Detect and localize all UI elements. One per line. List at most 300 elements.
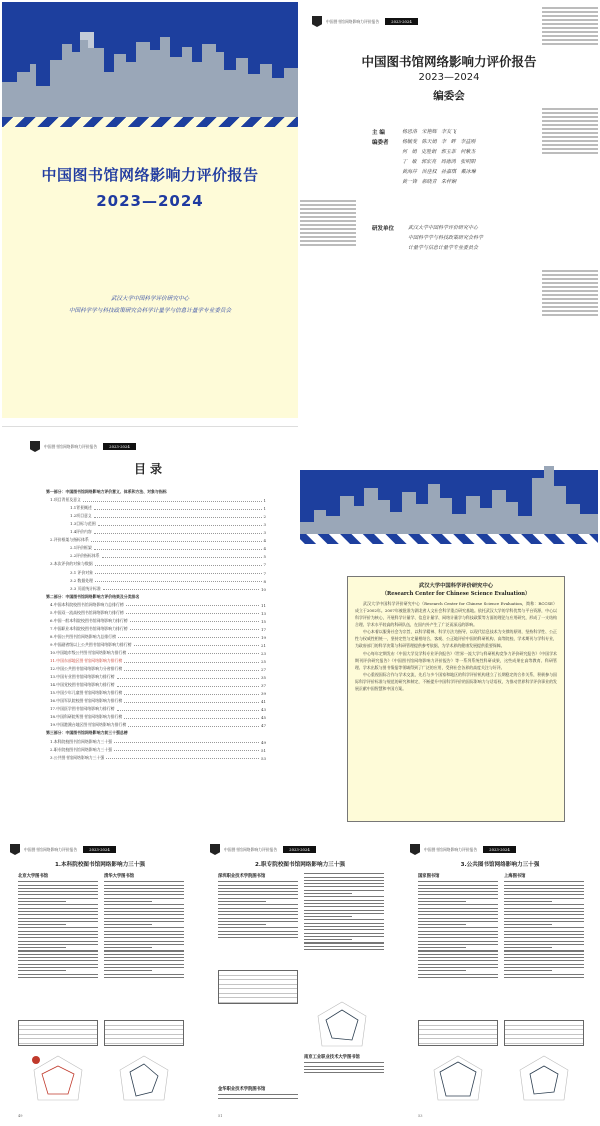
editor-row: 杨毓斐 陈天娟 李 畔 李益刚 [402,139,476,145]
text-line [418,901,466,902]
toc-entry[interactable] [46,535,266,543]
toc-entry-page: 10 [261,586,266,592]
body-text-lines [218,881,298,938]
text-line [18,904,98,905]
toc-entry-label: 17.中国医学图书馆网络影响力排行榜 [50,706,115,712]
library-name: 国家图书馆 [418,874,440,879]
running-header-chip: 2023-2024 [385,18,418,25]
toc-entry[interactable] [46,495,266,503]
research-center-intro-page [300,426,598,830]
intro-subtitle: （Research Center for Chinese Science Evaluation） [381,591,531,597]
toc-entry-label: 2.职专院校图书馆网络影响力三十强 [50,746,113,752]
editorial-board-heading: 编委会 [433,90,465,102]
toc-leader-dots [102,557,262,558]
text-line [218,894,298,895]
text-line [418,904,498,905]
decor-stripes-bottom [542,270,598,318]
toc-entry-page: 53 [261,755,266,761]
toc-leader-dots [128,726,259,727]
toc-leader-dots [94,517,262,518]
text-line [504,937,584,938]
toc-entry[interactable] [46,559,266,567]
text-line [418,881,498,882]
body-text-lines [304,873,384,950]
toc-entry-label: 1.项目背景及意义 [50,497,81,503]
toc-leader-dots [98,525,262,526]
toc-entry-page: 19 [261,634,266,640]
right-lower-column [304,1052,384,1073]
text-line [504,944,584,945]
editor-row: 何 娟 史胜娟 郭玉菲 何紫杰 [402,149,476,155]
indicator-table [504,1020,584,1046]
text-line [18,931,98,932]
radar-chart [312,998,372,1058]
toc-entry[interactable] [46,745,266,753]
text-line [18,937,98,938]
text-line [304,919,384,920]
indicator-table [104,1020,184,1046]
toc-entry-page: 13 [261,610,266,616]
toc-entry[interactable] [46,600,266,608]
chief-editor-role: 主 编 [372,130,385,136]
text-line [18,927,98,928]
text-line [218,888,298,889]
toc-entry[interactable] [46,584,266,592]
text-line [304,890,384,891]
editorial-title: 中国图书馆网络影响力评价报告 [361,54,537,69]
text-line [18,941,98,942]
editorial-years: 2023—2024 [418,72,480,83]
toc-leader-dots [117,710,260,711]
toc-entry-label: 3.3 页面统计标准 [70,585,101,591]
text-line [218,927,298,928]
toc-entry-label: 1.1背景概述 [70,505,92,511]
text-line [504,941,584,942]
text-line [104,974,184,975]
indicator-table [18,1020,98,1046]
text-line [218,931,298,932]
radar-chart [514,1052,574,1112]
text-line [104,964,184,965]
toc-entry-label: 3.公共图书馆网络影响力三十强 [50,754,105,760]
text-line [504,888,584,889]
toc-entry-page: 23 [261,650,266,656]
editor-row: 丁 敏 郭宏亮 周德鸿 张明阳 [402,159,476,165]
text-line [18,950,98,951]
text-line [304,893,352,894]
text-line [18,947,66,948]
toc-entry-label: 3.本次评价的对象与数据 [50,561,93,567]
text-line [104,898,184,899]
intro-text-box [347,576,565,822]
toc-entry[interactable] [46,543,266,551]
toc-entry-label: 3.2 数据处理 [70,577,93,583]
toc-entry-page: 3 [263,530,266,536]
toc-entry-page: 37 [261,683,266,689]
text-line [218,891,298,892]
text-line [504,947,552,948]
toc-entry-page: 8 [263,578,266,584]
toc-entry[interactable] [46,624,266,632]
research-unit: 计量学与信息计量学专业委员会 [408,245,479,251]
toc-leader-dots [94,509,262,510]
text-line [418,927,498,928]
toc-entry[interactable] [46,608,266,616]
left-lower-column [218,1084,298,1099]
intro-title: 武汉大学中国科学评价研究中心 [418,583,494,589]
text-line [104,967,184,968]
toc-entry-page: 11 [261,602,266,608]
toc-leader-dots [94,549,262,550]
text-line [104,921,184,922]
text-line [504,924,552,925]
toc-entry-label: 第三部分：中国图书馆网络影响力前三十强总榜 [46,730,128,736]
running-header-chip: 2023-2024 [83,846,116,853]
toc-entry-page: 25 [261,659,266,665]
toc-entry[interactable] [46,736,266,744]
toc-entry-page: 2 [263,514,266,520]
text-line [18,934,98,935]
text-line [218,881,298,882]
running-header-title: 中国图书馆网络影响力评价报告 [326,18,380,24]
running-header [210,844,316,855]
text-line [104,960,184,961]
toc-entry-label: 14.中国党校图书馆网络影响力排行榜 [50,682,115,688]
left-column [418,871,498,978]
text-line [418,964,498,965]
running-header [410,844,516,855]
toc-entry[interactable] [46,688,266,696]
toc-entry-label: 11.中国东部地区图书馆网络影响力排行榜 [50,658,123,664]
toc-leader-dots [124,694,259,695]
table-of-contents-page [2,426,298,830]
ranking-page-vocational [202,838,398,1124]
text-line [304,933,384,934]
toc-entry-label: 第一部分：中国图书馆网络影响力评价意义、体系和方法、对象与指标 [46,489,167,495]
text-line [104,947,152,948]
skyline-illustration [2,2,298,117]
toc-entry[interactable] [46,696,266,704]
text-line [218,921,298,922]
toc-entry-page: 4 [263,538,266,544]
toc-entry[interactable] [46,640,266,648]
text-line [504,908,584,909]
toc-entry-label: 1.本科院校图书馆网络影响力三十强 [50,738,113,744]
ranking-page-undergraduate [2,838,198,1124]
decor-stripes-top [542,7,598,47]
text-line [18,885,98,886]
toc-entry-page: 27 [261,667,266,673]
body-text-lines [504,881,584,978]
text-line [18,974,98,975]
running-header [312,16,418,27]
cover-stripe-band [2,117,298,127]
text-line [218,918,298,919]
cover-skyline-banner [2,2,298,117]
text-line [104,918,184,919]
toc-entry[interactable] [46,648,266,656]
toc-part-heading[interactable] [46,592,266,600]
editorial-board-page [300,2,598,418]
skyline-buildings [2,32,298,117]
toc-entry[interactable] [46,576,266,584]
text-line [504,921,584,922]
text-line [504,911,584,912]
toc-entry[interactable] [46,664,266,672]
text-line [218,924,266,925]
toc-entry[interactable] [46,680,266,688]
intro-paragraph: 中心本着以服务社会为宗旨，以科学精神、科学方法为指导，以现代信息技术为支撑的原则，坚持科学性、公正性与权威性相统一，坚持定性与定量相结合，客观、公正地评价中国的科研机构、高等院校、学术期刊与学科专业，为政府部门的科学决策与科研管理提供参考依据，为学术界的健康发展提供重要保障。 [355,629,557,649]
toc-entry[interactable] [46,753,266,761]
toc-entry[interactable] [46,632,266,640]
text-line [504,904,584,905]
body-text-lines [418,881,498,978]
text-line [104,891,184,892]
text-line [418,921,498,922]
toc-entry[interactable] [46,551,266,559]
toc-entry-page: 5 [263,554,266,560]
editor-row: 黄海芹 洪佳权 孙嘉琪 戴冰琳 [402,169,476,175]
text-line [304,886,384,887]
toc-leader-dots [83,501,262,502]
ranking-title: 3.公共图书馆网络影响力三十强 [460,862,540,868]
body-text-lines [304,1062,384,1073]
toc-entry-label: 19.中国港澳台地区图书馆网络影响力排行榜 [50,722,127,728]
text-line [104,937,184,938]
toc-entry-page: 1 [263,498,266,504]
toc-leader-dots [117,686,260,687]
text-line [18,957,98,958]
text-line [104,954,184,955]
toc-entry-label: 1.3目标与范围 [70,521,96,527]
editors-role: 编委者 [372,140,389,146]
text-line [104,944,184,945]
page-number: 51 [218,1114,223,1118]
toc-entry-page: 51 [261,747,266,753]
decor-stripes-left [300,200,356,248]
radar-chart [428,1052,488,1112]
toc-leader-dots [126,613,259,614]
running-header-chip: 2023-2024 [283,846,316,853]
running-header-title: 中国图书馆网络影响力评价报告 [44,443,98,449]
text-line [18,911,98,912]
text-line [504,918,584,919]
library-name: 深圳职业技术学院图书馆 [218,874,266,879]
text-line [304,1069,384,1070]
text-line [18,898,98,899]
text-line [418,918,498,919]
text-line [304,906,384,907]
text-line [18,967,98,968]
toc-entry-label: 1.4评价内容 [70,529,92,535]
toc-entry-page: 7 [263,570,266,576]
text-line [504,967,584,968]
text-line [104,885,184,886]
text-line [104,881,184,882]
text-line [304,936,384,937]
text-line [304,896,384,897]
text-line [18,964,98,965]
text-line [18,977,98,978]
text-line [304,903,384,904]
toc-entry-page: 21 [261,642,266,648]
text-line [104,927,184,928]
toc-entry-page: 17 [261,626,266,632]
page-number: 49 [18,1114,23,1118]
toc-leader-dots [124,662,259,663]
text-line [104,914,184,915]
text-line [218,901,266,902]
toc-entry[interactable] [46,616,266,624]
text-line [304,946,384,947]
toc-leader-dots [130,629,259,630]
text-line [104,924,152,925]
toc-leader-dots [95,581,262,582]
toc-entry-page: 49 [261,739,266,745]
toc-entry-label: 9.中国副省级以上公共图书馆网络影响力排行榜 [50,641,132,647]
text-line [218,885,298,886]
toc-entry[interactable] [46,704,266,712]
toc-entry[interactable] [46,720,266,728]
text-line [18,921,98,922]
text-line [218,934,298,935]
library-name: 北京大学图书馆 [18,874,49,879]
text-line [418,957,498,958]
text-line [418,974,498,975]
toc-leader-dots [124,702,259,703]
toc-entry-page: 7 [263,562,266,568]
body-text-lines [218,1094,298,1098]
body-text-lines [18,881,98,978]
text-line [504,977,584,978]
running-header-title: 中国图书馆网络影响力评价报告 [24,846,78,852]
text-line [418,937,498,938]
text-line [418,947,466,948]
ranking-page-public [402,838,598,1124]
toc-entry-label: 2.评价框架与指标体系 [50,537,89,543]
toc-entry[interactable] [46,672,266,680]
body-text-lines [104,881,184,978]
text-line [304,1062,384,1063]
text-line [504,970,552,971]
text-line [104,931,184,932]
library-logo-icon [32,1056,40,1064]
cover-years: 2023—2024 [96,192,204,210]
text-line [218,914,298,915]
text-line [418,891,498,892]
text-line [104,957,184,958]
running-header [30,441,136,452]
library-name: 金华职业技术学院图书馆 [218,1087,266,1092]
toc-leader-dots [126,605,259,606]
text-line [18,954,98,955]
library-name: 清华大学图书馆 [104,874,135,879]
toc-part-heading[interactable] [46,728,266,736]
text-line [218,898,298,899]
toc-leader-dots [114,750,259,751]
toc-entry-label: 15.中国少年儿童图书馆网络影响力排行榜 [50,690,123,696]
text-line [304,877,384,878]
chief-editor-names: 杨思洛 宋艳辉 李友飞 [402,129,457,135]
book-logo-icon [410,844,420,855]
toc-entry[interactable] [46,656,266,664]
text-line [504,901,552,902]
text-line [104,970,152,971]
toc-leader-dots [130,621,259,622]
text-line [104,950,184,951]
text-line [418,977,498,978]
editor-row: 黄一锋 郝晓青 朱梓娴 [402,179,457,185]
text-line [18,944,98,945]
toc-leader-dots [95,573,262,574]
toc-entry-label: 3.1 评价对象 [70,569,93,575]
text-line [218,1098,298,1099]
book-logo-icon [312,16,322,27]
text-line [418,941,498,942]
text-line [18,914,98,915]
toc-entry[interactable] [46,567,266,575]
running-header-chip: 2023-2024 [483,846,516,853]
toc-entry[interactable] [46,519,266,527]
text-line [418,960,498,961]
text-line [304,880,384,881]
text-line [304,923,384,924]
toc-leader-dots [106,758,259,759]
toc-leader-dots [103,589,259,590]
toc-entry-label: 8.中国公共图书馆网络影响力总排行榜 [50,633,116,639]
text-line [504,885,584,886]
toc-entry-label: 16.中国军队院校图书馆网络影响力排行榜 [50,698,123,704]
toc-entry[interactable] [46,712,266,720]
left-column [18,871,98,978]
text-line [504,931,584,932]
text-line [18,908,98,909]
text-line [504,881,584,882]
text-line [418,898,498,899]
text-line [304,873,384,874]
cover-title: 中国图书馆网络影响力评价报告 [41,166,259,184]
indicator-table [218,970,298,1004]
text-line [504,957,584,958]
toc-part-heading[interactable] [46,487,266,495]
cover-org-2: 中国科学学与科技政策研究会科学计量学与信息计量学专业委员会 [68,308,232,314]
intro-paragraph: 中心每年定期发布《中国大学及学科专业评价报告》《世界一流大学与科研机构竞争力评价研究报告》《中国学术期刊评价研究报告》《中国图书馆网络影响力评价报告》等一系列系统性科研成果，这些成果在高等教育、科研管理、学术出版与图书情报等领域得到了广泛的应用，受到社会各界的高度关注与好评。 [355,650,557,670]
library-name: 南京工业职业技术大学图书馆 [304,1055,360,1060]
right-column [304,871,384,950]
text-line [504,974,584,975]
toc-leader-dots [124,718,259,719]
text-line [104,934,184,935]
left-column [218,871,298,938]
toc-entry-label: 第二部分：中国图书馆网络影响力评价结果及分类排名 [46,593,140,599]
toc-entry[interactable] [46,503,266,511]
text-line [418,908,498,909]
research-unit: 武汉大学中国科学评价研究中心 [408,225,479,231]
text-line [104,888,184,889]
text-line [418,950,498,951]
intro-paragraph: 武汉大学中国科学评价研究中心（Research Center for Chinese Science Evaluation，简称：RCCSE）成立于2002年。2007年被批准为湖北省人文社会科学重点研究基地。依托武汉大学的学科优势与平台资源，中心以科学评价为核心，开展科学计量学、信息计量学、网络计量学与科技政策等方面的理论与应用研究，形成了一支结构合理、学术水平较高的科研队伍，在国内外产生了广泛而深远的影响。 [355,601,557,627]
text-line [104,941,184,942]
text-line [18,924,66,925]
toc-leader-dots [91,541,262,542]
toc-entry[interactable] [46,527,266,535]
toc-entry-page: 1 [263,506,266,512]
text-line [418,894,498,895]
toc-entry[interactable] [46,511,266,519]
text-line [418,954,498,955]
text-line [504,950,584,951]
toc-entry-page: 35 [261,675,266,681]
